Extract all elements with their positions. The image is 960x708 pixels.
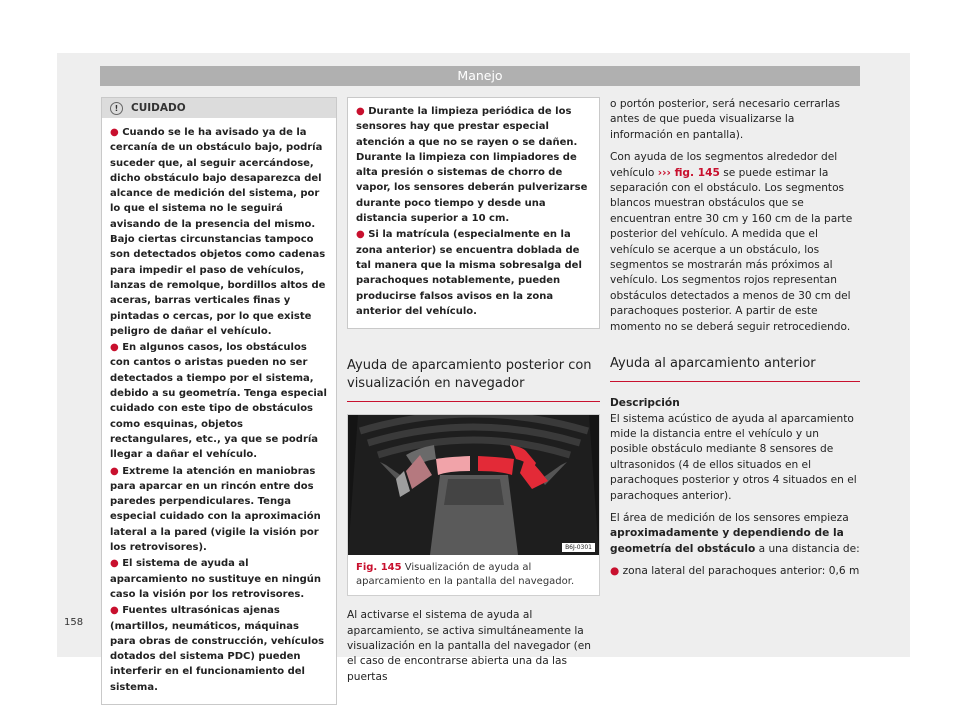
caution-body <box>102 118 336 704</box>
caution-item: ● En algunos casos, los obstáculos con cantos o aristas pueden no ser detectados a tiempo por el sistema, debido a su geometría. Tenga especial cuidado con este tipo de obstáculos como esquinas, objetos rectangulares, etc., ya que se podría llegar a dañar el vehículo. <box>110 342 327 461</box>
paragraph: El sistema acústico de ayuda al aparcamiento mide la distancia entre el vehículo y un posible obstáculo mediante 8 sensores de ultrasonidos (4 de ellos situados en el parachoques posterior y otros 4 situados en el parachoques anterior). <box>610 412 857 502</box>
list-item: ● zona lateral del parachoques anterior: 0,6 m <box>610 565 860 578</box>
figure-caption-text: Visualización de ayuda al aparcamiento en la pantalla del navegador. <box>356 562 575 588</box>
bullet-icon: ● <box>110 605 123 617</box>
bullet-icon: ● <box>110 558 123 570</box>
caution-title: CUIDADO <box>131 102 186 114</box>
bullet-icon: ● <box>110 465 123 477</box>
paragraph: Con ayuda de los segmentos alrededor del vehículo ››› fig. 145 se puede estimar la separación con el obstáculo. Los segmentos blancos muestran obstáculos que se encuentran entre 30 cm y 160 cm de la parte posterior del vehículo. A medida que el vehículo se acerque a un obstáculo, los segmentos se mostrarán más próximos al vehículo. Los segmentos rojos representan obstáculos detectados a menos de 30 cm del parachoques posterior. A partir de este momento no se deberá seguir retrocediendo. <box>610 151 853 333</box>
column-left <box>101 97 337 705</box>
bullet-icon: ● <box>110 127 123 138</box>
caution-continued-box <box>347 97 600 329</box>
section-title-front-parking: Ayuda al aparcamiento anterior <box>610 355 860 382</box>
warning-icon: ! <box>110 102 123 115</box>
caution-item: ● Extreme la atención en maniobras para aparcar en un rincón entre dos paredes perpendiculares. Tenga especial cuidado con la aproximación lateral a la pared (vigile la visión por los retrovisores). <box>110 465 321 554</box>
bullet-icon: ● <box>610 565 623 578</box>
paragraph: o portón posterior, será necesario cerrarlas antes de que pueda visualizarse la información en pantalla). <box>610 98 841 141</box>
page-number: 158 <box>64 617 84 628</box>
figure-reference-link[interactable]: ››› fig. 145 <box>657 166 720 179</box>
caution-header <box>102 98 336 118</box>
parking-display-illustration <box>348 415 599 555</box>
bullet-icon: ● <box>110 342 123 354</box>
figure-number: Fig. 145 <box>356 562 402 574</box>
figure-image <box>348 415 599 555</box>
caution-item: ● Cuando se le ha avisado ya de la cercanía de un obstáculo bajo, podría suceder que, al seguir acercándose, dicho obstáculo bajo desaparezca del alcance de medición del sistema, por lo que el sistema no le seguirá avisando de la presencia del mismo. Bajo ciertas circunstancias tampoco son detectados objetos como cadenas para impedir el paso de vehículos, lanzas de remolque, bordillos altos de aceras, barras verticales finas y pintadas o cercas, por lo que existe peligro de dañar el vehículo. <box>110 127 326 337</box>
caution-item: ● Fuentes ultrasónicas ajenas (martillos, neumáticos, máquinas para obras de construcción, vehículos dotados del sistema PDC) pueden interferir en el funcionamiento del sistema. <box>110 605 325 693</box>
column-middle <box>347 97 600 685</box>
column-right <box>610 97 860 587</box>
figure-caption <box>348 555 599 595</box>
section-title-rear-parking: Ayuda de aparcamiento posterior con visualización en navegador <box>347 357 600 402</box>
page-header <box>100 66 860 86</box>
figure-145 <box>347 414 600 596</box>
caution-item: ● El sistema de ayuda al aparcamiento no sustituye en ningún caso la visión por los retrovisores. <box>110 558 321 600</box>
caution-item: ● Durante la limpieza periódica de los sensores hay que prestar especial atención a que no se rayen o se dañen. Durante la limpieza con limpiadores de alta presión o sistemas de chorro de vapor, los sensores deberán pulverizarse durante poco tiempo y desde una distancia superior a 10 cm. <box>356 106 588 225</box>
figure-code: B6J-0301 <box>562 543 595 552</box>
bullet-icon: ● <box>356 229 369 241</box>
bullet-icon: ● <box>356 106 369 117</box>
caution-box <box>101 97 337 705</box>
paragraph: Al activarse el sistema de ayuda al aparcamiento, se activa simultáneamente la visualización en la pantalla del navegador (en el caso de encontrarse abierta una da las puertas <box>347 609 591 683</box>
header-title: Manejo <box>457 68 503 83</box>
paragraph: El área de medición de los sensores empieza aproximadamente y dependiendo de la geometría del obstáculo a una distancia de: <box>610 511 860 555</box>
subheading: Descripción <box>610 397 680 410</box>
caution-item: ● Si la matrícula (especialmente en la zona anterior) se encuentra doblada de tal manera que la misma sobresalga del parachoques notablemente, pueden producirse falsos avisos en la zona anterior del vehículo. <box>356 229 582 317</box>
